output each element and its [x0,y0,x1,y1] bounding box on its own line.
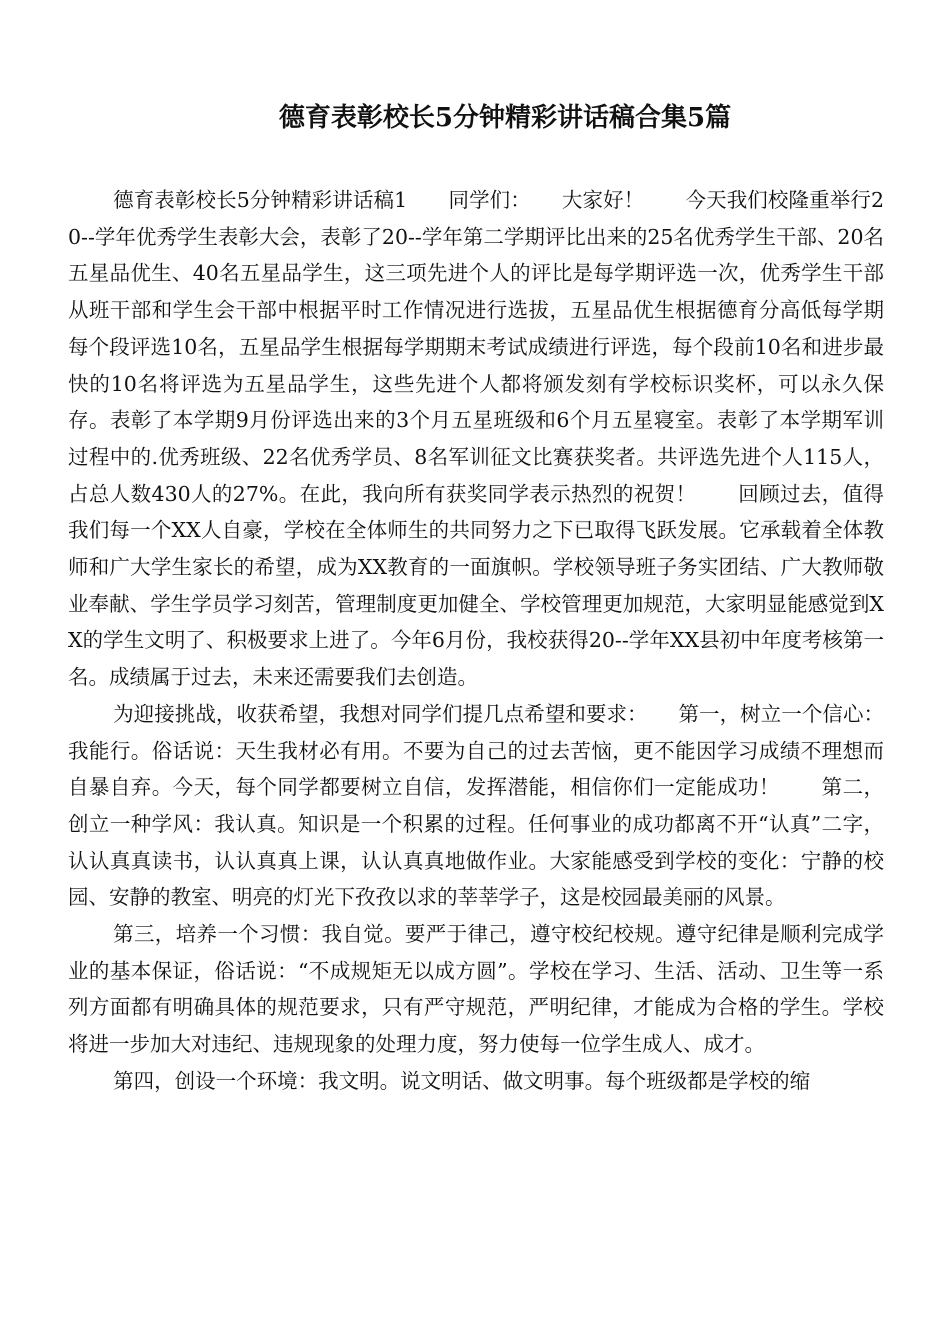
document-body [68,182,884,1100]
paragraph-2: 为迎接挑战，收获希望，我想对同学们提几点希望和要求： 第一，树立一个信心：我能行。俗话说：天生我材必有用。不要为自己的过去苦恼，更不能因学习成绩不理想而自暴自弃。今天，每个同学都要树立自信，发挥潜能，相信你们一定能成功！ 第二，创立一种学风：我认真。知识是一个积累的过程。任何事业的成功都离不开“认真”二字，认认真真读书，认认真真上课，认认真真地做作业。大家能感受到学校的变化：宁静的校园、安静的教室、明亮的灯光下孜孜以求的莘莘学子，这是校园最美丽的风景。 [68,701,884,910]
document-title: 德育表彰校长5分钟精彩讲话稿合集5篇 [278,103,732,133]
paragraph-3: 第三，培养一个习惯：我自觉。要严于律己，遵守校纪校规。遵守纪律是顺利完成学业的基本保证，俗话说：“不成规矩无以成方圆”。学校在学习、生活、活动、卫生等一系列方面都有明确具体的规范要求，只有严守规范，严明纪律，才能成为合格的学生。学校将进一步加大对违纪、违规现象的处理力度，努力使每一位学生成人、成才。 [68,922,884,1057]
paragraph-4: 第四，创设一个环境：我文明。说文明话、做文明事。每个班级都是学校的缩 [113,1068,811,1093]
paragraph-1: 德育表彰校长5分钟精彩讲话稿1 同学们： 大家好！ 今天我们校隆重举行20--学年优秀学生表彰大会，表彰了20--学年第二学期评比出来的25名优秀学生干部、20名五星品优生、40名五星品学生，这三项先进个人的评比是每学期评选一次，优秀学生干部从班干部和学生会干部中根据平时工作情况进行选拔，五星品优生根据德育分高低每学期每个段评选10名，五星品学生根据每学期期末考试成绩进行评选，每个段前10名和进步最快的10名将评选为五星品学生，这些先进个人都将颁发刻有学校标识奖杯，可以永久保存。表彰了本学期9月份评选出来的3个月五星班级和6个月五星寝室。表彰了本学期军训过程中的.优秀班级、22名优秀学员、8名军训征文比赛获奖者。共评选先进个人115人，占总人数430人的27%。在此，我向所有获奖同学表示热烈的祝贺！ 回顾过去，值得我们每一个XX人自豪，学校在全体师生的共同努力之下已取得飞跃发展。它承载着全体教师和广大学生家长的希望，成为XX教育的一面旗帜。学校领导班子务实团结、广大教师敬业奉献、学生学员学习刻苦，管理制度更加健全、学校管理更加规范，大家明显能感觉到XX的学生文明了、积极要求上进了。今年6月份，我校获得20--学年XX县初中年度考核第一名。成绩属于过去，未来还需要我们去创造。 [68,188,885,690]
